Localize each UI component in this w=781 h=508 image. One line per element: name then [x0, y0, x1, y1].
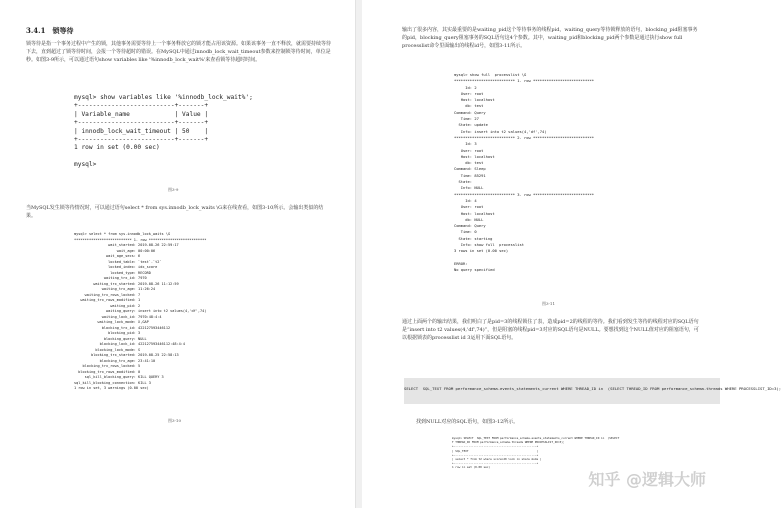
code-events-statements: mysql> SELECT SQL_TEXT FROM performance_schema.events_statements_current WHERE THREAD_ID in (SELECT T THREAD_ID FROM performance_schema.threads WHERE PROCESSLIST_ID=3); +--------------------------------------------------+ | SQL_TEXT | +--------------------------------------------------+ | select * from t2 where score>20 lock in share mode | +--------------------------------------------------+ 1 row in set (0.00 sec) [452, 436, 620, 470]
code-processlist: mysql> show full processlist \G *************************** 1. row *************************** Id: 2 User: root Host: localhost db: test Command: Query Time: 27 State: update Info: insert into t2 values(4,'df',74) *************************** 2. row *************************** Id: 3 User: root Host: localhost db: test Command: Sleep Time: 85291 State: Info: NULL *************************** 3. row *************************** Id: 4 User: root Host: localhost db: NULL Command: Query Time: 0 State: starting Info: show full processlist 3 rows in set (0.00 sec) ERROR: No query specified [454, 73, 594, 273]
figure-caption-3-11: 图3-11 [542, 301, 555, 306]
paragraph-find-null-sql: 找到NULL对应的SQL语句，如图3-12所示。 [416, 419, 519, 425]
paragraph-lock-wait: 锁等待是指一个事务过程中产生的锁，其他事务需要等待上一个事务释放它的锁才能占用该资源。如果该事务一直不释放，就需要持续等待下去，直到超过了锁等待时间，会报一个等待超时的错误。在MySQL中通过innodb_lock_wait_timeout参数来控制锁等待时间，单位是秒。如图3-9所示，可以通过语句show variables like '%innodb_lock_wait%'来查看锁等待超时时间。 [26, 41, 332, 63]
left-page [0, 0, 356, 508]
section-heading: 3.4.1 锁等待 [26, 26, 74, 35]
figure-caption-3-10: 图3-10 [168, 418, 181, 423]
code-innodb-lock-waits: mysql> select * from sys.innodb_lock_waits \G *************************** 1. row *************************** wait_started: 2019-08-26 22:59:17 wait_age: 00:00:06 wait_age_secs: 6 locked_table: `test`.`t2` locked_index: idx_score locked_type: RECORD waiting_trx_id: 7970 waiting_trx_started: 2019-08-26 11:12:59 waiting_trx_age: 11:26:24 waiting_trx_rows_locked: 7 waiting_trx_rows_modified: 1 waiting_pid: 2 waiting_query: insert into t2 values(4,'df',74) waiting_lock_id: 7970:48:4:4 waiting_lock_mode: X,GAP blocking_trx_id: 422127593446112 blocking_pid: 3 blocking_query: NULL blocking_lock_id: 422127593446112:48:4:4 blocking_lock_mode: S blocking_trx_started: 2019-08-25 22:58:13 blocking_trx_age: 23:41:10 blocking_trx_rows_locked: 5 blocking_trx_rows_modified: 0 sql_kill_blocking_query: KILL QUERY 3 sql_kill_blocking_connection: KILL 3 1 row in set, 3 warnings (0.00 sec) [74, 232, 207, 390]
code-show-variables: mysql> show variables like '%innodb_lock_wait%'; +--------------------------+-------+ | Variable_name | Value | +--------------------------+-------+ | innodb_lock_wait_timeout | 50 | +--------------------------+-------+ 1 row in set (0.00 sec) mysql> [74, 94, 253, 169]
paragraph-blocking-analysis: 通过上面两个的输出结果，我们明白了是pid=3的线程锁住了表，造成pid=2的线程的等待。我们看到发生等待的线程对应的SQL语句是“insert into t2 values(4,'df',74)”，但是阻塞的线程pid=3对应的SQL语句是NULL。要想找到这个NULL值对应的阻塞语句，可以根据锁表的processlist id 3运用下面SQL语句。 [402, 319, 699, 341]
sql-query-text: SELECT SQL_TEXT FROM performance_schema.events_statements_current WHERE THREAD_ID in (SELECT THREAD_ID FROM performance_schema.threads WHERE PROCESSLIST_ID=3); [404, 386, 781, 391]
sql-code-block [404, 378, 781, 404]
page-gutter [355, 0, 362, 508]
paragraph-lock-waits-query: 当MySQL发生锁等待情况时，可以通过语句select * from sys.innodb_lock_waits \G来在线查看，如图3-10所示。会输出类似的结果。 [26, 205, 324, 219]
paragraph-output-explanation: 输出了很多内容，其实最重要的是waiting_pid这个等待事务的线程pid，waiting_query等待锁释放的语句，blocking_pid阻塞事务的pid，blocking_query阻塞事务的SQL语句这4个参数。其中，waiting_pid和blocking_pid两个参数是通过执行show full processlist命令里面输出的线程id号，如图3-11所示。 [402, 27, 698, 49]
right-page [362, 0, 720, 508]
watermark: 知乎 @逻辑大师 [588, 470, 706, 489]
figure-caption-3-9: 图3-9 [168, 187, 179, 192]
